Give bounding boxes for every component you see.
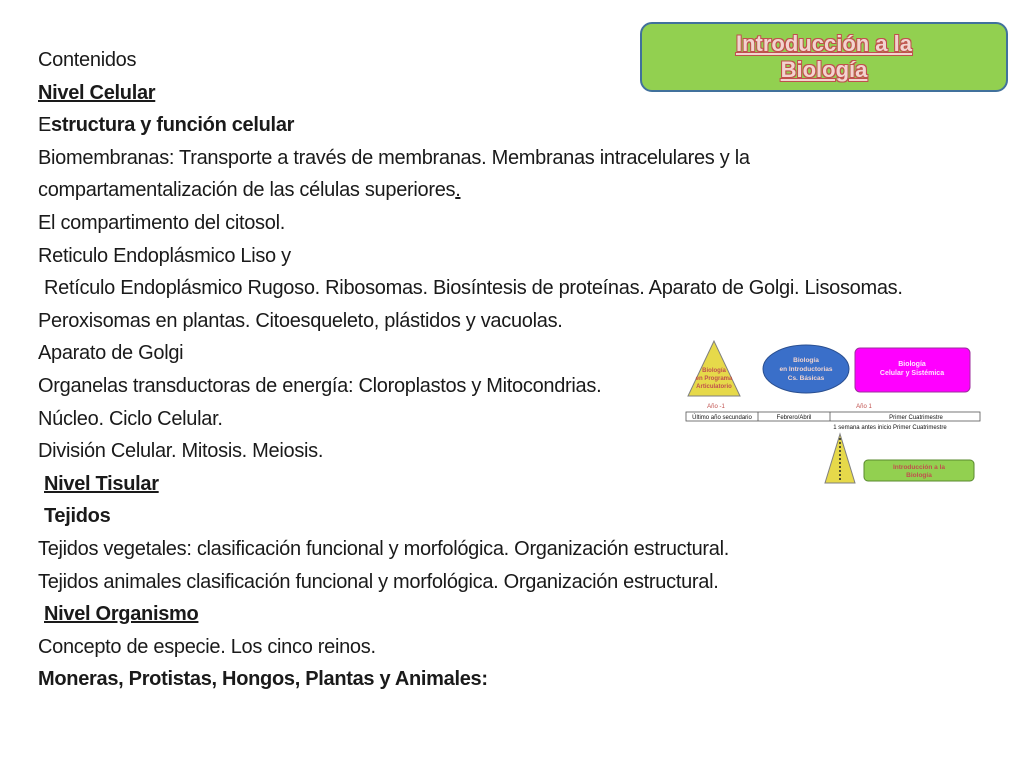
magenta-box-text-2: Celular y Sistémica xyxy=(879,370,945,377)
triangle-top-text-2: en Programa xyxy=(695,376,733,382)
timeline-cell-1: Último año secundario xyxy=(692,415,752,421)
green-box-text-1: Introducción a la xyxy=(892,464,946,471)
curriculum-diagram-svg xyxy=(684,338,984,488)
year-right-label: Año 1 xyxy=(856,404,872,410)
text-peroxisomas: Peroxisomas en plantas. Citoesqueleto, plástidos y vacuolas. xyxy=(38,309,563,332)
text-nucleo: Núcleo. Ciclo Celular. xyxy=(38,407,223,430)
ellipse-text-3: Cs. Básicas xyxy=(787,375,825,382)
text-tejidos-animales: Tejidos animales clasificación funcional y morfológica. Organización estructural. xyxy=(38,570,719,593)
text-concepto: Concepto de especie. Los cinco reinos. xyxy=(38,635,376,658)
text-biomembranas-1: Biomembranas: Transporte a través de membranas. Membranas intracelulares y la xyxy=(38,146,750,169)
text-reinos: Moneras, Protistas, Hongos, Plantas y Animales: xyxy=(38,668,488,691)
heading-nivel-tisular: Nivel Tisular xyxy=(44,472,159,495)
text-citosol: El compartimento del citosol. xyxy=(38,211,285,234)
heading-estructura-rest: structura y función celular xyxy=(51,114,295,137)
year-left-label: Año -1 xyxy=(707,404,725,410)
text-biomembranas-2 xyxy=(38,174,988,207)
text-golgi: Aparato de Golgi xyxy=(38,342,184,365)
heading-nivel-celular: Nivel Celular xyxy=(38,81,156,104)
text-biomembranas-2-dot: . xyxy=(455,179,461,202)
ellipse-text-2: en Introductorias xyxy=(779,366,833,373)
heading-estructura xyxy=(38,109,988,142)
text-reticulo-rugoso: Retículo Endoplásmico Rugoso. Ribosomas. Biosíntesis de proteínas. Aparato de Golgi. Lisosomas. xyxy=(44,277,903,300)
green-box-text-2: Biología xyxy=(906,472,932,479)
triangle-top-text-3: Articulatorio xyxy=(696,384,732,390)
title-line-1: Introducción a la xyxy=(735,31,913,56)
timeline-note: 1 semana antes inicio Primer Cuatrimestre xyxy=(833,425,947,431)
heading-nivel-organismo: Nivel Organismo xyxy=(44,603,199,626)
magenta-box-text-1: Biología xyxy=(898,361,926,368)
curriculum-diagram xyxy=(684,338,984,488)
triangle-top-text-1: Biología xyxy=(702,368,726,374)
heading-estructura-initial: E xyxy=(38,114,52,137)
ellipse-text-1: Biología xyxy=(793,357,819,364)
heading-contenidos: Contenidos xyxy=(38,49,137,71)
text-biomembranas-2-main: compartamentalización de las células superiores xyxy=(38,179,456,202)
text-organelas: Organelas transductoras de energía: Cloroplastos y Mitocondrias. xyxy=(38,374,602,397)
text-reticulo-liso: Reticulo Endoplásmico Liso y xyxy=(38,244,291,267)
timeline-cell-2: Febrero/Abril xyxy=(776,415,812,421)
heading-tejidos: Tejidos xyxy=(44,505,111,528)
text-division: División Celular. Mitosis. Meiosis. xyxy=(38,440,324,463)
timeline-cell-3: Primer Cuatrimestre xyxy=(889,415,943,421)
text-tejidos-vegetales: Tejidos vegetales: clasificación funcional y morfológica. Organización estructural. xyxy=(38,537,730,560)
title-line-2: Biología xyxy=(780,57,868,82)
